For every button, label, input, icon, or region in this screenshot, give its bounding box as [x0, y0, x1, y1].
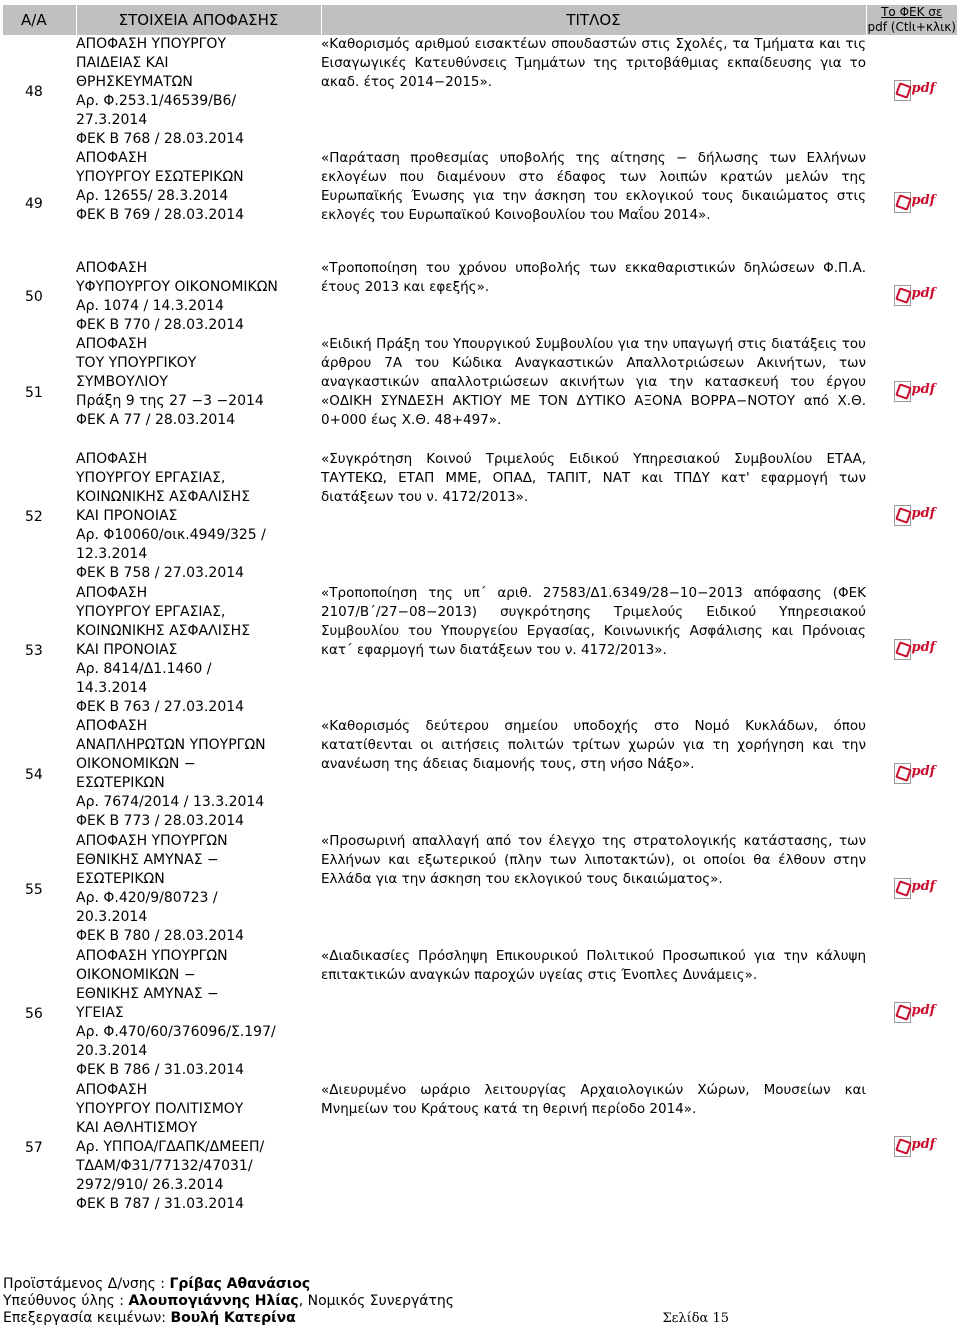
footer-editor-label: Επεξεργασία κειμένων: [3, 1310, 171, 1326]
header-titlos: ΤΙΤΛΟΣ [321, 5, 866, 35]
footer-responsible-role: , Νομικός Συνεργάτης [298, 1293, 455, 1309]
decision-detail-line: ΚΟΙΝΩΝΙΚΗΣ ΑΣΦΑΛΙΣΗΣ [76, 623, 251, 639]
decision-detail-line: ΑΠΟΦΑΣΗ [76, 451, 148, 467]
pdf-link-icon[interactable] [892, 638, 936, 660]
acrobat-icon [894, 878, 911, 899]
decision-details [76, 35, 321, 149]
decision-details [76, 832, 321, 947]
page-number: Σελίδα 15 [662, 1311, 729, 1326]
pdf-cell [866, 450, 957, 584]
acrobat-icon [894, 639, 911, 660]
decision-detail-line: ΑΠΟΦΑΣΗ ΥΠΟΥΡΓΩΝ [76, 948, 228, 964]
pdf-cell [866, 1081, 957, 1214]
decision-detail-line: ΥΦΥΠΟΥΡΓΟΥ ΟΙΚΟΝΟΜΙΚΩΝ [76, 279, 278, 295]
decision-detail-line: ΑΠΟΦΑΣΗ [76, 260, 148, 276]
footer-line-responsible [3, 1293, 957, 1310]
decision-title: «Τροποποίηση του χρόνου υποβολής των εκκαθαριστικών δηλώσεων Φ.Π.Α. έτους 2013 και εφεξής». [321, 260, 866, 295]
decision-title: «Καθορισμός δεύτερου σημείου υποδοχής στο Νομό Κυκλάδων, όπου κατατίθενται οι αιτήσεις πολιτών τρίτων χωρών για τη χορήγηση και την ανανέωση της άδειας διαμονής τους, στη νήσο Νάξο». [321, 718, 866, 772]
pdf-label: pdf [911, 878, 936, 894]
decision-detail-line: ΠΑΙΔΕΙΑΣ ΚΑΙ [76, 55, 169, 71]
table-row [3, 832, 957, 947]
decision-title: «Ειδική Πράξη του Υπουργικού Συμβουλίου για την υπαγωγή στις διατάξεις του άρθρου 7Α του Κώδικα Αναγκαστικών Απαλλοτριώσεων Ακινήτων, των αναγκαστικών απαλλοτριώσεων ακινήτων για την κατασκευή του έργου «ΟΔΙΚΗ ΣΥΝΔΕΣΗ ΑΚΤΙΟΥ ΜΕ ΤΟΝ ΔΥΤΙΚΟ ΑΞΟΝΑ ΒΟΡΡΑ−ΝΟΤΟΥ από Χ.Θ. 0+000 έως Χ.Θ. 48+497». [321, 336, 866, 428]
table-body [3, 35, 957, 1214]
decision-details [76, 450, 321, 584]
decision-title: «Καθορισμός αριθμού εισακτέων σπουδαστών στις Σχολές, τα Τμήματα και τις Εισαγωγικές Κατευθύνσεις Τμημάτων της τριτοβάθμιας εκπαίδευσης για το ακαδ. έτος 2014−2015». [321, 36, 866, 90]
pdf-link-icon[interactable] [892, 762, 936, 784]
header-pdf [866, 5, 957, 35]
pdf-label: pdf [911, 763, 936, 779]
decision-detail-line: ΥΓΕΙΑΣ [76, 1005, 124, 1021]
footer-director-name: Γρίβας Αθανάσιος [169, 1276, 311, 1292]
decision-detail-line: Αρ. Φ10060/οικ.4949/325 / [76, 527, 266, 543]
pdf-label: pdf [911, 1136, 936, 1152]
decision-detail-line: ΦΕΚ Β 763 / 27.03.2014 [76, 699, 245, 715]
acrobat-icon [894, 1002, 911, 1023]
table-row [3, 335, 957, 450]
acrobat-icon [894, 285, 911, 306]
pdf-cell [866, 335, 957, 450]
row-number: 57 [25, 1139, 43, 1156]
pdf-label: pdf [911, 286, 936, 301]
decision-title: «Τροποποίηση της υπ΄ αριθ. 27583/Δ1.6349/28−10−2013 απόφασης (ΦΕΚ 2107/Β΄/27−08−2013) συγκρότησης Τριμελούς Ειδικού Υπηρεσιακού Συμβουλίου του Υπουργείου Εργασίας, Κοινωνικής Ασφάλισης και Πρόνοιας κατ΄ εφαρμογή των διατάξεων του ν. 4172/2013». [321, 585, 866, 658]
pdf-label: pdf [911, 193, 936, 208]
pdf-link-icon[interactable] [892, 877, 936, 899]
table-row [3, 1081, 957, 1214]
decision-detail-line: 14.3.2014 [76, 680, 148, 696]
decision-detail-line: ΥΠΟΥΡΓΟΥ ΕΣΩΤΕΡΙΚΩΝ [76, 169, 244, 185]
pdf-cell [866, 584, 957, 717]
decision-detail-line: ΑΠΟΦΑΣΗ ΥΠΟΥΡΓΩΝ [76, 833, 228, 849]
header-pdf-line2: pdf (Ctlι+κλικ) [867, 20, 956, 34]
footer [3, 1276, 957, 1327]
decision-detail-line: ΑΝΑΠΛΗΡΩΤΩΝ ΥΠΟΥΡΓΩΝ [76, 737, 266, 753]
decision-title: «Παράταση προθεσμίας υποβολής της αίτησης − δήλωσης των Ελλήνων εκλογέων που διαμένουν στο έδαφος των λοιπών κρατών μελών της Ευρωπαϊκής Ένωσης για την άσκηση του εκλογικού τους δικαιώματος στις εκλογές του Ευρωπαϊκού Κοινοβουλίου του Μαΐου 2014». [321, 150, 866, 223]
decision-detail-line: Αρ. ΥΠΠΟΑ/ΓΔΑΠΚ/ΔΜΕΕΠ/ [76, 1139, 265, 1155]
decision-detail-line: ΥΠΟΥΡΓΟΥ ΠΟΛΙΤΙΣΜΟΥ [76, 1101, 244, 1117]
pdf-cell [866, 947, 957, 1081]
acrobat-icon [894, 763, 911, 784]
table-row [3, 259, 957, 335]
table-header-row [3, 5, 957, 35]
decision-detail-line: ΕΘΝΙΚΗΣ ΑΜΥΝΑΣ − [76, 852, 219, 868]
row-number: 53 [25, 642, 43, 659]
row-number: 50 [25, 289, 43, 305]
decision-title: «Συγκρότηση Κοινού Τριμελούς Ειδικού Υπηρεσιακού Συμβουλίου ΕΤΑΑ, ΤΑΥΤΕΚΩ, ΕΤΑΠ ΜΜΕ, ΟΠΑΔ, ΤΑΠΙΤ, ΝΑΤ και ΤΠΔΥ κατ' εφαρμογή των διατάξεων του ν. 4172/2013». [321, 451, 866, 505]
pdf-label: pdf [911, 639, 936, 655]
header-stoixeia: ΣΤΟΙΧΕΙΑ ΑΠΟΦΑΣΗΣ [76, 5, 321, 35]
table-row [3, 450, 957, 584]
pdf-cell [866, 149, 957, 259]
decision-detail-line: ΣΥΜΒΟΥΛΙΟΥ [76, 374, 168, 390]
table-row [3, 35, 957, 149]
footer-director-label: Προϊστάμενος Δ/νσης : [3, 1276, 170, 1292]
decision-details [76, 259, 321, 335]
decision-detail-line: Αρ. 7674/2014 / 13.3.2014 [76, 794, 265, 810]
pdf-link-icon[interactable] [892, 504, 936, 526]
decision-title: «Διαδικασίες Πρόσληψη Επικουρικού Πολιτικού Προσωπικού για την κάλυψη επιτακτικών αναγκών παροχών υγείας στις Ένοπλες Δυνάμεις». [321, 948, 866, 983]
decision-details [76, 335, 321, 450]
decision-detail-line: ΚΑΙ ΠΡΟΝΟΙΑΣ [76, 642, 178, 658]
row-number: 56 [25, 1006, 43, 1022]
acrobat-icon [894, 80, 911, 101]
footer-line-editor [3, 1310, 957, 1327]
decision-detail-line: 20.3.2014 [76, 909, 148, 925]
pdf-cell [866, 35, 957, 149]
pdf-cell [866, 717, 957, 832]
pdf-cell [866, 259, 957, 335]
decision-detail-line: ΦΕΚ Β 768 / 28.03.2014 [76, 131, 245, 147]
pdf-link-icon[interactable] [892, 191, 936, 213]
pdf-link-icon[interactable] [892, 380, 936, 402]
decision-detail-line: ΑΠΟΦΑΣΗ [76, 150, 148, 166]
pdf-link-icon[interactable] [892, 1135, 936, 1157]
decision-detail-line: Αρ. 8414/Δ1.1460 / [76, 661, 212, 677]
footer-line-director [3, 1276, 957, 1293]
decision-detail-line: 12.3.2014 [76, 546, 148, 562]
decision-detail-line: ΦΕΚ Β 773 / 28.03.2014 [76, 813, 245, 829]
header-aa: Α/Α [3, 5, 76, 35]
table-row [3, 717, 957, 832]
acrobat-icon [894, 381, 911, 402]
decision-detail-line: ΕΣΩΤΕΡΙΚΩΝ [76, 871, 165, 887]
decision-detail-line: Αρ. Φ.253.1/46539/Β6/ [76, 93, 237, 109]
acrobat-icon [894, 1136, 911, 1157]
decision-detail-line: ΦΕΚ Β 786 / 31.03.2014 [76, 1062, 245, 1078]
pdf-cell [866, 832, 957, 947]
table-row [3, 584, 957, 717]
decision-detail-line: ΑΠΟΦΑΣΗ [76, 585, 148, 601]
decision-detail-line: ΕΘΝΙΚΗΣ ΑΜΥΝΑΣ − [76, 986, 219, 1002]
decision-detail-line: ΟΙΚΟΝΟΜΙΚΩΝ − [76, 756, 196, 772]
decision-detail-line: ΕΣΩΤΕΡΙΚΩΝ [76, 775, 165, 791]
decision-title: «Διευρυμένο ωράριο λειτουργίας Αρχαιολογικών Χώρων, Μουσείων και Μνημείων του Κράτους κατά τη θερινή περίοδο 2014». [321, 1082, 866, 1117]
decision-details [76, 584, 321, 717]
row-number: 55 [25, 881, 43, 898]
decision-detail-line: ΚΟΙΝΩΝΙΚΗΣ ΑΣΦΑΛΙΣΗΣ [76, 489, 251, 505]
pdf-label: pdf [911, 81, 936, 96]
acrobat-icon [894, 505, 911, 526]
row-number: 54 [25, 766, 43, 783]
row-number: 51 [25, 384, 43, 401]
decision-detail-line: ΥΠΟΥΡΓΟΥ ΕΡΓΑΣΙΑΣ, [76, 604, 226, 620]
pdf-link-icon[interactable] [892, 1001, 936, 1023]
decision-detail-line: Αρ. Φ.470/60/376096/Σ.197/ [76, 1024, 276, 1040]
decision-detail-line: Αρ. 12655/ 28.3.2014 [76, 188, 229, 204]
decision-detail-line: ΚΑΙ ΠΡΟΝΟΙΑΣ [76, 508, 178, 524]
table-row [3, 149, 957, 259]
pdf-link-icon[interactable] [892, 284, 936, 306]
decision-detail-line: ΤΟΥ ΥΠΟΥΡΓΙΚΟΥ [76, 355, 197, 371]
decision-detail-line: ΚΑΙ ΑΘΛΗΤΙΣΜΟΥ [76, 1120, 198, 1136]
decision-detail-line: ΦΕΚ Α 77 / 28.03.2014 [76, 412, 236, 428]
decision-detail-line: ΦΕΚ Β 769 / 28.03.2014 [76, 207, 245, 223]
decision-detail-line: ΤΔΑΜ/Φ31/77132/47031/ [76, 1158, 253, 1174]
acrobat-icon [894, 192, 911, 213]
decision-detail-line: ΟΙΚΟΝΟΜΙΚΩΝ − [76, 967, 196, 983]
decision-detail-line: 27.3.2014 [76, 112, 148, 128]
decision-title: «Προσωρινή απαλλαγή από τον έλεγχο της στρατολογικής κατάστασης, των Ελλήνων και εξωτερικού (πλην των λιποτακτών), οι οποίοι θα έλθουν στην Ελλάδα για την άσκηση του εκλογικού τους δικαιώματος». [321, 833, 866, 887]
decision-detail-line: ΦΕΚ Β 770 / 28.03.2014 [76, 317, 245, 333]
decision-details [76, 717, 321, 832]
decision-detail-line: Αρ. Φ.420/9/80723 / [76, 890, 218, 906]
footer-editor-name: Βουλή Κατερίνα [170, 1310, 296, 1326]
decision-detail-line: ΑΠΟΦΑΣΗ [76, 336, 148, 352]
row-number: 48 [25, 84, 43, 100]
decision-detail-line: ΦΕΚ Β 758 / 27.03.2014 [76, 565, 245, 581]
decision-details [76, 947, 321, 1081]
decision-detail-line: 20.3.2014 [76, 1043, 148, 1059]
row-number: 49 [25, 196, 43, 212]
decision-detail-line: ΦΕΚ Β 780 / 28.03.2014 [76, 928, 245, 944]
decision-detail-line: ΑΠΟΦΑΣΗ [76, 718, 148, 734]
pdf-label: pdf [911, 1003, 936, 1018]
decision-detail-line: 2972/910/ 26.3.2014 [76, 1177, 224, 1193]
decision-details [76, 149, 321, 259]
decision-detail-line: ΑΠΟΦΑΣΗ ΥΠΟΥΡΓΟΥ [76, 36, 227, 52]
decision-detail-line: ΑΠΟΦΑΣΗ [76, 1082, 148, 1098]
decision-details [76, 1081, 321, 1214]
decision-detail-line: Αρ. 1074 / 14.3.2014 [76, 298, 224, 314]
pdf-link-icon[interactable] [892, 79, 936, 101]
footer-responsible-label: Υπεύθυνος ύλης : [3, 1293, 129, 1309]
header-pdf-line1: Το ΦΕΚ σε [881, 5, 943, 19]
decisions-table [3, 5, 957, 1214]
pdf-label: pdf [911, 381, 936, 397]
pdf-label: pdf [911, 506, 936, 521]
decision-detail-line: ΘΡΗΣΚΕΥΜΑΤΩΝ [76, 74, 193, 90]
decision-detail-line: Πράξη 9 της 27 −3 −2014 [76, 393, 264, 409]
row-number: 52 [25, 509, 43, 525]
footer-responsible-name: Αλουπογιάννης Ηλίας [128, 1293, 299, 1309]
decision-detail-line: ΥΠΟΥΡΓΟΥ ΕΡΓΑΣΙΑΣ, [76, 470, 226, 486]
decision-detail-line: ΦΕΚ Β 787 / 31.03.2014 [76, 1196, 245, 1212]
table-row [3, 947, 957, 1081]
